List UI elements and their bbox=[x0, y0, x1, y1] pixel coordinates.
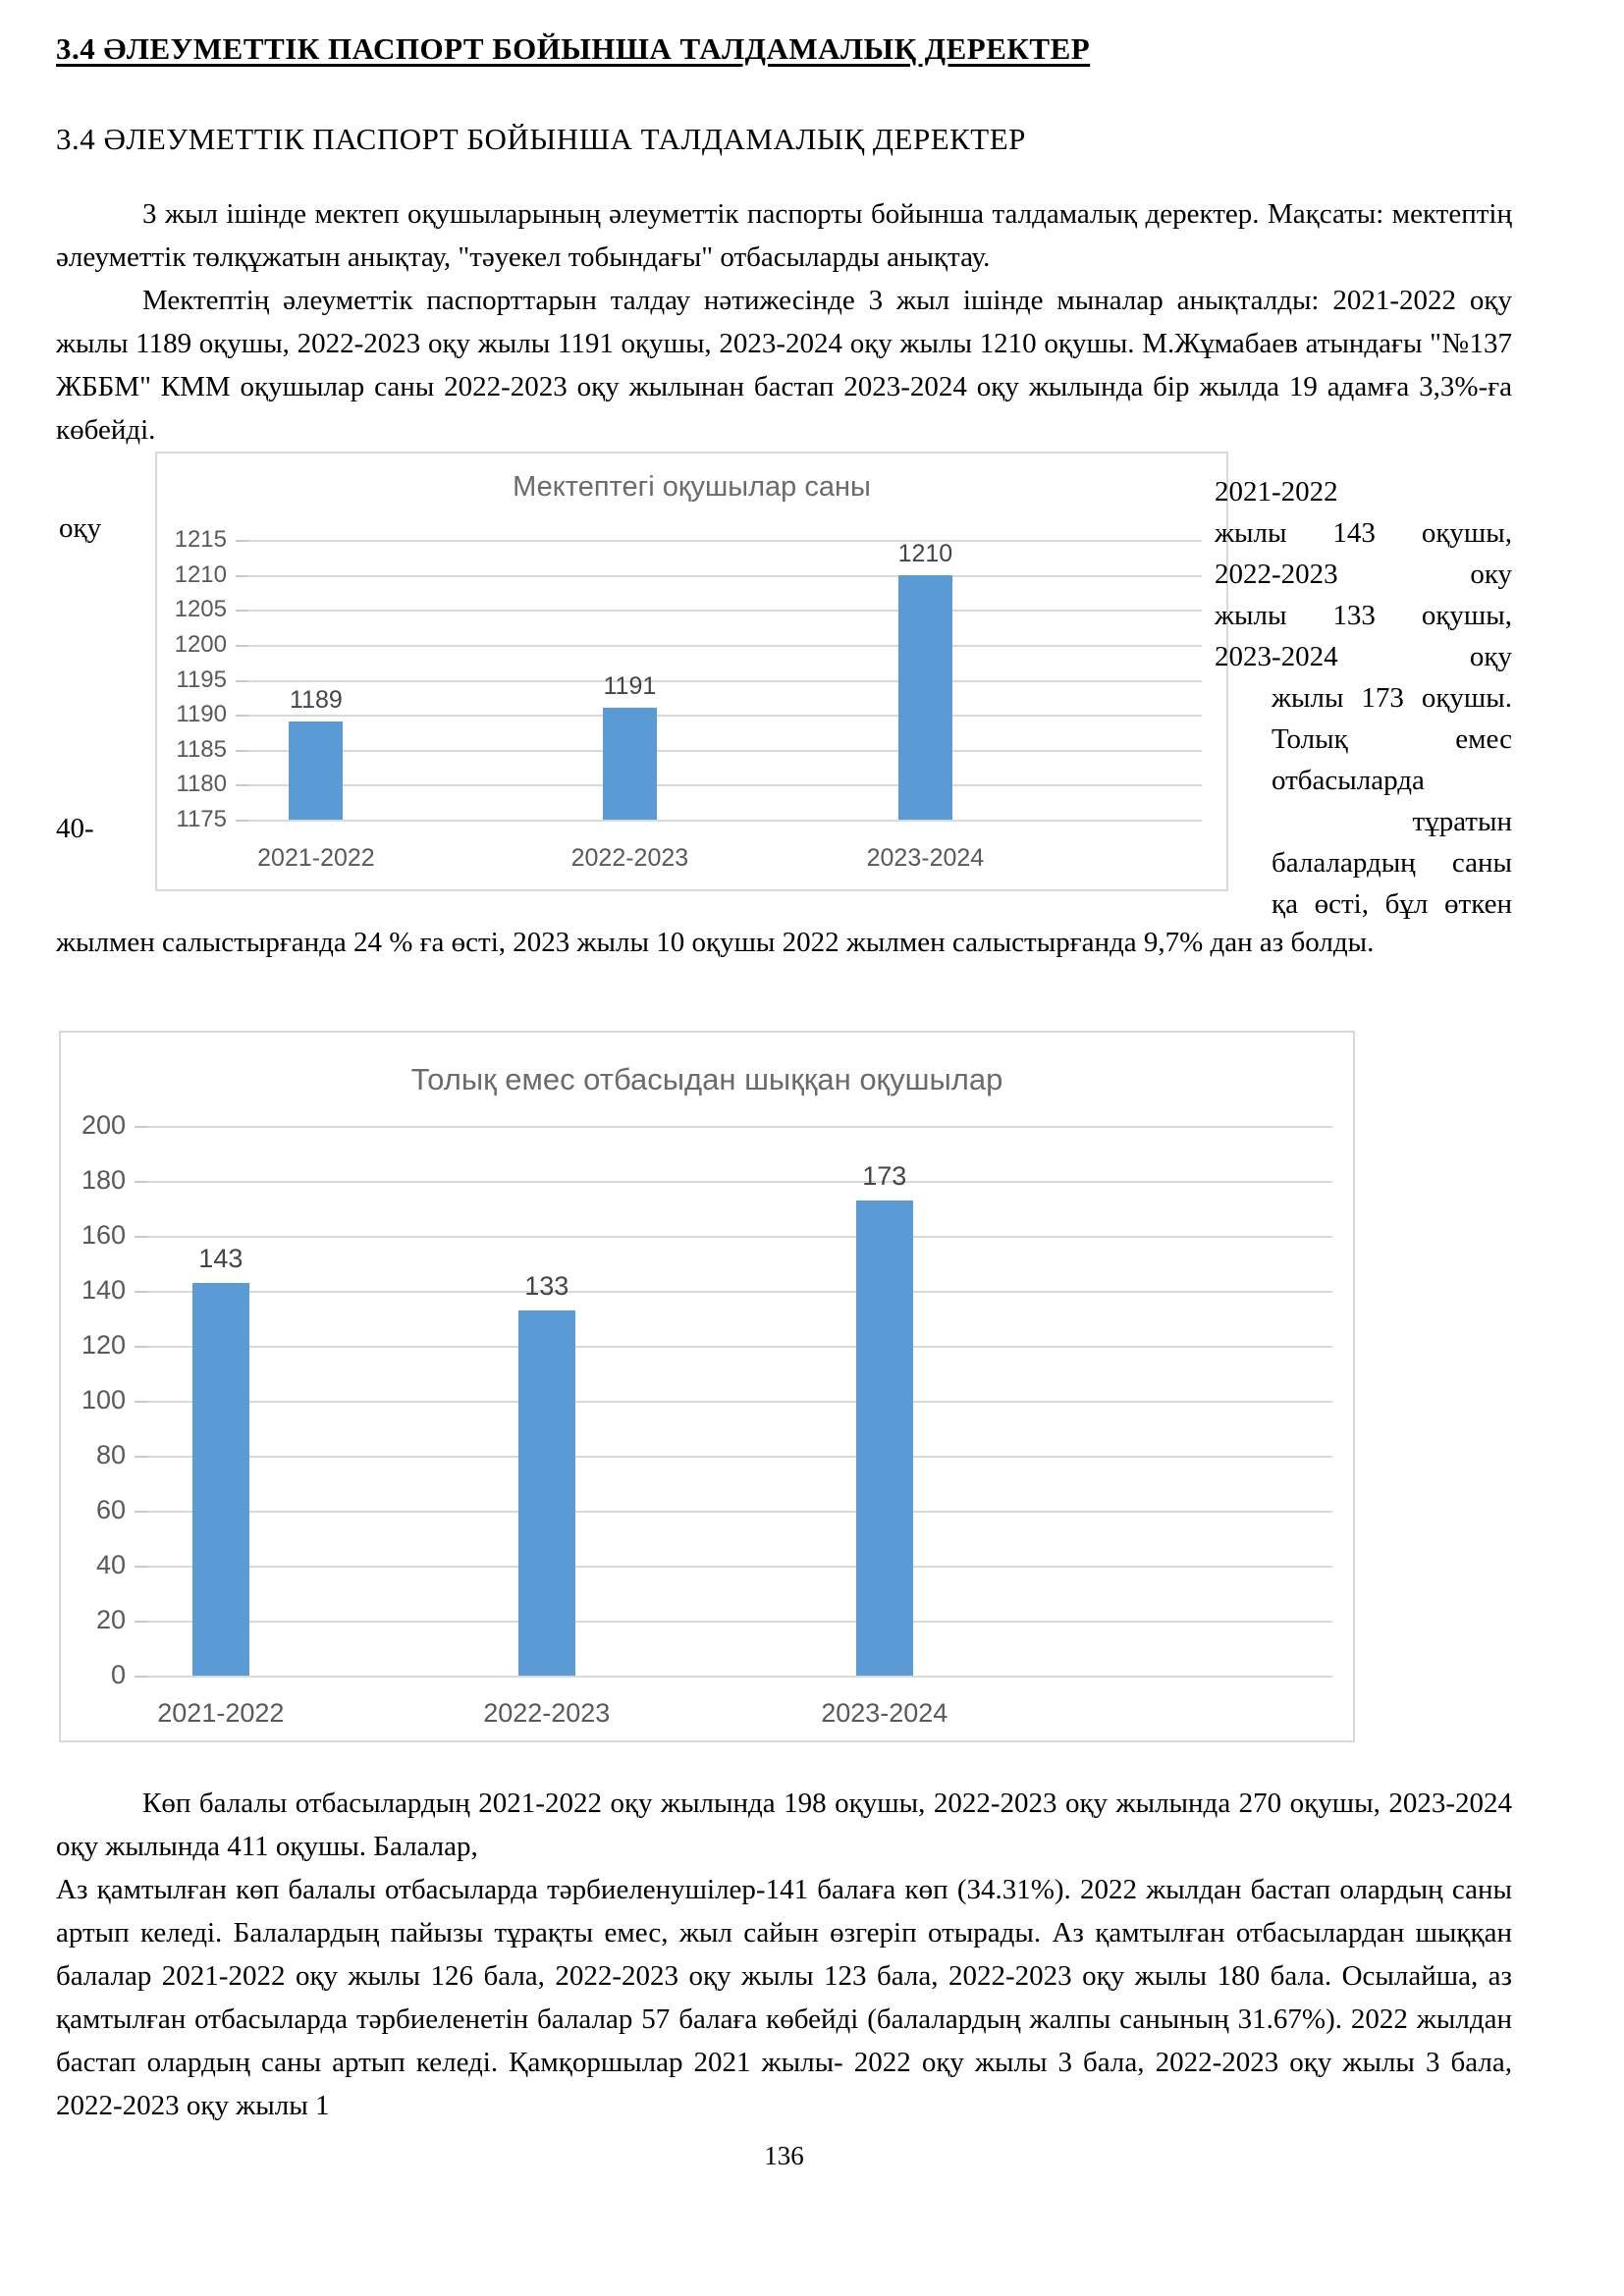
paragraph-after-chart1: жылмен салыстырғанда 24 % ға өсті, 2023 жылы 10 оқушы 2022 жылмен салыстырғанда 9,7% дан аз болды. bbox=[56, 927, 1375, 958]
gridline bbox=[147, 1676, 1332, 1678]
gridline bbox=[147, 1456, 1332, 1458]
bar-2023-2024 bbox=[898, 575, 952, 820]
axis-tick bbox=[135, 1291, 147, 1293]
axis-tick bbox=[135, 1456, 147, 1458]
bar-2021-2022 bbox=[289, 721, 343, 820]
gridline bbox=[248, 750, 1202, 752]
wrap-line: 2022-2023 оку bbox=[1215, 559, 1512, 590]
axis-tick bbox=[236, 750, 248, 752]
chart-title: Толық емес отбасыдан шыққан оқушылар bbox=[410, 1062, 1003, 1096]
gridline bbox=[147, 1291, 1332, 1293]
gridline bbox=[248, 645, 1202, 647]
wrap-line: балалардың саны bbox=[1272, 847, 1512, 879]
y-axis-label: 80 bbox=[95, 1440, 126, 1469]
y-axis-label: 1205 bbox=[174, 596, 227, 623]
y-axis-label: 120 bbox=[81, 1330, 126, 1360]
y-axis-label: 180 bbox=[81, 1165, 126, 1195]
bar-value-label: 1210 bbox=[897, 539, 953, 567]
wrap-line: Толық емес bbox=[1272, 723, 1512, 755]
bar-2022-2023 bbox=[603, 708, 657, 820]
y-axis-label: 140 bbox=[81, 1275, 126, 1305]
y-axis-label: 100 bbox=[81, 1385, 126, 1415]
y-axis-label: 1185 bbox=[176, 735, 227, 763]
axis-tick bbox=[135, 1621, 147, 1623]
paragraph-low-income-families: Аз қамтылған көп балалы отбасыларда тәрбиеленушілер-141 балаға көп (34.31%). 2022 жылдан бастап олардың саны артып келеді. Балалардың пайызы тұрақты емес, жыл сайын өзгеріп отырады. Аз қамтылған отбасылардан шыққан балалар 2021-2022 оқу жылы 126 бала, 2022-2023 оқу жылы 123 бала, 2022-2023 оқу жылы 180 бала. Осылайша, аз қамтылған отбасыларда тәрбиеленетін балалар 57 балаға көбейді (балалардың жалпы санының 31.67%). 2022 жылдан бастап олардың саны артып келеді. Қамқоршылар 2021 жылы- 2022 оқу жылы 3 бала, 2022-2023 оқу жылы 3 бала, 2022-2023 оқу жылы 1 bbox=[56, 1874, 1512, 2121]
y-axis-label: 1180 bbox=[176, 771, 227, 798]
axis-tick bbox=[236, 820, 248, 822]
axis-tick bbox=[236, 540, 248, 542]
y-axis-label: 1175 bbox=[176, 806, 227, 832]
bar-2021-2022 bbox=[192, 1283, 249, 1676]
gridline bbox=[147, 1401, 1332, 1403]
y-axis-label: 1210 bbox=[174, 561, 227, 588]
section-heading-plain: 3.4 ӘЛЕУМЕТТІК ПАСПОРТ БОЙЫНША ТАЛДАМАЛЫҚ ДЕРЕКТЕР bbox=[56, 122, 1026, 156]
gridline bbox=[147, 1346, 1332, 1348]
bar-value-label: 1189 bbox=[290, 686, 343, 715]
axis-tick bbox=[135, 1181, 147, 1183]
axis-tick bbox=[236, 575, 248, 577]
chart-incomplete-family-students bbox=[59, 1031, 1355, 1742]
x-axis-label: 2023-2024 bbox=[866, 844, 985, 872]
section-heading-bold bbox=[56, 29, 1512, 69]
wrap-text-left-top: оқу bbox=[59, 512, 102, 544]
wrap-line: жылы 133 оқушы, bbox=[1215, 600, 1512, 631]
page-number: 136 bbox=[764, 2141, 804, 2170]
y-axis-label: 1195 bbox=[176, 666, 227, 693]
axis-tick bbox=[135, 1236, 147, 1238]
bar-value-label: 143 bbox=[198, 1243, 244, 1273]
gridline bbox=[147, 1236, 1332, 1238]
y-axis-label: 160 bbox=[81, 1220, 126, 1250]
paragraph-intro: 3 жыл ішінде мектеп оқушыларының әлеуметтік паспорты бойынша талдамалық деректер. Мақсаты: мектептің әлеуметтік төлқұжатын анықтау, "тәуекел тобындағы" отбасыларды анықтау. bbox=[56, 198, 1512, 273]
axis-tick bbox=[135, 1511, 147, 1513]
x-axis-label: 2022-2023 bbox=[483, 1698, 611, 1728]
y-axis-label: 1200 bbox=[174, 630, 227, 658]
paragraph-many-children-families: Көп балалы отбасылардың 2021-2022 оқу жылында 198 оқушы, 2022-2023 оқу жылында 270 оқушы, 2023-2024 оқу жылында 411 оқушы. Балалар, bbox=[56, 1788, 1512, 1862]
y-axis-label: 0 bbox=[110, 1660, 126, 1689]
paragraph-analysis: Мектептің әлеуметтік паспорттарын талдау нәтижесінде 3 жыл ішінде мыналар анықталды: 2021-2022 оқу жылы 1189 оқушы, 2022-2023 оқу жылы 1191 оқушы, 2023-2024 оқу жылы 1210 оқушы. М.Жұмабаев атындағы "№137 ЖББМ" КММ оқушылар саны 2022-2023 оқу жылынан бастап 2023-2024 оқу жылында бір жылда 19 адамға 3,3%-ға көбейді. bbox=[56, 285, 1512, 446]
gridline bbox=[147, 1621, 1332, 1623]
bar-2022-2023 bbox=[518, 1310, 575, 1676]
axis-tick bbox=[236, 645, 248, 647]
axis-tick bbox=[236, 715, 248, 717]
wrap-line: қа өсті, бұл өткен bbox=[1272, 888, 1512, 920]
gridline bbox=[147, 1566, 1332, 1568]
gridline bbox=[248, 575, 1202, 577]
wrap-line: тұратын bbox=[1412, 806, 1512, 837]
bar-value-label: 133 bbox=[524, 1270, 569, 1301]
gridline bbox=[248, 610, 1202, 612]
bar-2023-2024 bbox=[856, 1201, 913, 1676]
axis-tick bbox=[236, 784, 248, 786]
gridline bbox=[248, 820, 1202, 822]
gridline bbox=[248, 784, 1202, 786]
gridline bbox=[147, 1126, 1332, 1128]
y-axis-label: 60 bbox=[95, 1495, 126, 1524]
axis-tick bbox=[135, 1346, 147, 1348]
gridline bbox=[147, 1181, 1332, 1183]
x-axis-label: 2023-2024 bbox=[821, 1698, 948, 1728]
wrap-line: 2021-2022 bbox=[1215, 476, 1338, 507]
x-axis-label: 2021-2022 bbox=[157, 1698, 285, 1728]
wrap-line: 2023-2024 оқу bbox=[1215, 641, 1512, 672]
section-heading-underline: 3.4 ӘЛЕУМЕТТІК ПАСПОРТ БОЙЫНША ТАЛДАМАЛЫҚ ДЕРЕКТЕР bbox=[56, 31, 1091, 66]
chart1-wrap-section bbox=[56, 452, 1512, 1011]
wrap-text-left-bottom: 40- bbox=[56, 813, 94, 844]
gridline bbox=[248, 680, 1202, 682]
wrap-line: жылы 143 оқушы, bbox=[1215, 517, 1512, 549]
wrap-text-right-column bbox=[1215, 471, 1512, 925]
gridline bbox=[248, 540, 1202, 542]
axis-tick bbox=[135, 1676, 147, 1678]
chart-title: Мектептегі оқушылар саны bbox=[513, 471, 871, 503]
x-axis-label: 2022-2023 bbox=[570, 844, 689, 872]
y-axis-label: 40 bbox=[95, 1550, 126, 1579]
wrap-line: отбасыларда bbox=[1272, 765, 1425, 796]
axis-tick bbox=[236, 610, 248, 612]
axis-tick bbox=[236, 680, 248, 682]
y-axis-label: 20 bbox=[95, 1605, 126, 1634]
y-axis-label: 1190 bbox=[176, 701, 227, 728]
wrap-line: жылы 173 оқушы. bbox=[1272, 682, 1512, 714]
page-content bbox=[56, 29, 1512, 2171]
axis-tick bbox=[135, 1566, 147, 1568]
gridline bbox=[147, 1511, 1332, 1513]
bar-value-label: 173 bbox=[862, 1160, 907, 1191]
bar-value-label: 1191 bbox=[603, 672, 657, 700]
x-axis-label: 2021-2022 bbox=[257, 844, 375, 872]
y-axis-label: 200 bbox=[81, 1110, 126, 1140]
axis-tick bbox=[135, 1401, 147, 1403]
axis-tick bbox=[135, 1126, 147, 1128]
chart-school-students-count bbox=[155, 452, 1228, 891]
gridline bbox=[248, 715, 1202, 717]
y-axis-label: 1215 bbox=[174, 526, 227, 553]
